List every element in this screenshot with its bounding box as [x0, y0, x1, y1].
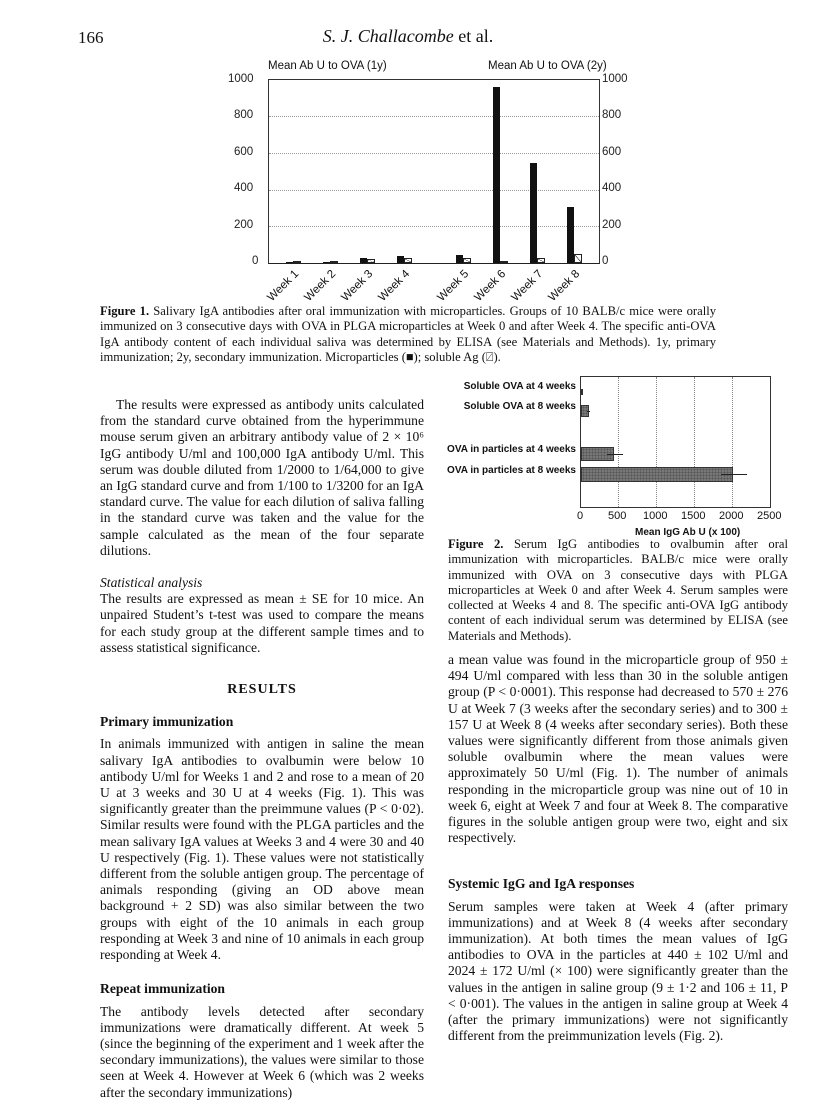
x-axis-label: Mean IgG Ab U (x 100): [635, 527, 741, 538]
repeat-immunization-heading: Repeat immunization: [100, 981, 225, 997]
y-tick-left: 400: [234, 182, 254, 194]
y-tick-right: 800: [602, 109, 622, 121]
bar-soluble-week-6: [500, 261, 508, 263]
x-tick-label: Week 1: [265, 268, 302, 304]
repeat-immunization-paragraph: The antibody levels detected after secondary immunizations were dramatically different. At week 5 (since the beginning of the experiment and 1 week after the secondary immunizations), the values were similar to those seen at Week 4. However at Week 6 (which was 2 weeks after the secondary immunizations): [100, 1003, 424, 1100]
figure-1-caption: [100, 304, 716, 365]
x-tick-label: Week 2: [302, 268, 339, 304]
gridline: [618, 377, 619, 507]
primary-immunization-paragraph: In animals immunized with antigen in saline the mean salivary IgA antibodies to ovalbumin were below 10 antibody U/ml for Weeks 1 and 2 and rose to a mean of 20 U at 3 weeks and 30 U at 4 weeks (Fig. 1). This was significantly greater than the preimmune values (P < 0·02). Similar results were found with the PLGA particles and the mean salivary IgA values at Weeks 3 and 4 were 30 and 40 U respectively (Fig. 1). These values were not statistically different from the soluble antigen group. The percentage of animals responding (giving an OD above mean background + 2 SD) was also similar between the two groups with eight of the 10 animals in each group responding at Week 3 and nine of 10 animals in each group responding at Week 4.: [100, 736, 424, 963]
gridline: [269, 190, 599, 191]
figure-2-label: Figure 2.: [448, 537, 504, 551]
figure-1-chart: [228, 60, 630, 304]
bar-microparticles-week-4: [397, 256, 404, 263]
x-tick-label: Week 8: [546, 268, 583, 304]
category-label: Soluble OVA at 4 weeks: [463, 381, 576, 392]
page-number: 166: [78, 28, 104, 47]
bar-soluble-week-1: [293, 261, 301, 263]
x-tick: 0: [577, 510, 584, 522]
error-bar: [587, 411, 590, 412]
figure-1-caption-text: Salivary IgA antibodies after oral immunization with microparticles. Groups of 10 BALB/c mice were orally immunized on 3 consecutive days with OVA in PLGA microparticles at Week 0 and after Week 4. The specific anti-OVA IgA antibody content of each individual saliva was determined by ELISA (see Materials and Methods). 1y, primary immunization; 2y, secondary immunization. Microparticles (■); soluble Ag (⍁).: [100, 304, 716, 364]
x-tick-label: Week 3: [339, 268, 376, 304]
gridline: [732, 377, 733, 507]
bar-microparticles-week-6: [493, 87, 500, 263]
error-bar: [721, 474, 747, 475]
results-heading: RESULTS: [227, 682, 297, 698]
bar-soluble-week-2: [330, 261, 338, 263]
category-label: OVA in particles at 8 weeks: [447, 465, 576, 476]
y-tick-right: 1000: [602, 73, 628, 85]
y-tick-right: 200: [602, 219, 622, 231]
y-tick-left: 1000: [228, 73, 254, 85]
y-tick-left: 800: [234, 109, 254, 121]
y-axis-label-left: Mean Ab U to OVA (1y): [268, 60, 387, 72]
y-tick-right: 600: [602, 146, 622, 158]
x-tick-label: Week 7: [509, 268, 546, 304]
y-tick-right: 0: [602, 255, 609, 267]
figure-2-chart: [447, 370, 798, 538]
running-head: [0, 26, 816, 47]
y-tick-left: 600: [234, 146, 254, 158]
x-tick: 500: [608, 510, 627, 522]
bar-particles-8-weeks: [581, 467, 733, 482]
figure-1-plot-area: [268, 79, 600, 264]
statistical-analysis-paragraph: The results are expressed as mean ± SE for 10 mice. An unpaired Student’s t-test was used to compare the means for each study group at the different sample times and to assess statistical significance.: [100, 591, 424, 655]
category-label: OVA in particles at 4 weeks: [447, 444, 576, 455]
x-tick: 2500: [757, 510, 782, 522]
figure-2-caption: [448, 537, 788, 644]
bar-microparticles-week-7: [530, 163, 537, 263]
bar-soluble-4-weeks: [581, 389, 583, 395]
bar-microparticles-week-8: [567, 207, 574, 263]
systemic-responses-paragraph: Serum samples were taken at Week 4 (after primary immunizations) and at Week 8 (4 weeks after secondary immunization). At both times the mean values of IgG antibodies to OVA in the particles at 440 ± 102 U/ml and 2024 ± 172 U/ml (× 100) were significantly greater than the values in the antigen in saline group (9 ± 1·2 and 106 ± 11, P < 0·001). The values in the antigen in saline group at Week 4 (after the primary immunizations) were not significantly different from the preimmunization levels (Fig. 2).: [448, 898, 788, 1044]
category-label: Soluble OVA at 8 weeks: [463, 401, 576, 412]
x-tick: 1000: [643, 510, 668, 522]
running-head-authors: S. J. Challacombe: [322, 26, 454, 46]
gridline: [656, 377, 657, 507]
bar-soluble-week-5: [463, 258, 471, 263]
x-tick-label: Week 4: [376, 268, 413, 304]
running-head-suffix: et al.: [453, 26, 494, 46]
repeat-immunization-continued: a mean value was found in the microparticle group of 950 ± 494 U/ml compared with less than 30 in the soluble antigen group (P < 0·0001). This response had decreased to 570 ± 276 U at Week 7 (3 weeks after the secondary series) and to 300 ± 157 U at Week 8 (4 weeks after secondary series). Both these values were significantly different from those animals given soluble ovalbumin where the mean values were approximately 50 U/ml (Fig. 1). The number of animals responding in the microparticle group was nine out of 10 in week 6, eight at Week 7 and four at Week 8. The comparative figures in the soluble antigen group were two, eight and six respectively.: [448, 652, 788, 846]
figure-2-caption-text: Serum IgG antibodies to ovalbumin after oral immunization with microparticles. BALB/c mice were orally immunized with OVA on 3 consecutive days with PLGA microparticles at Week 0 and after Week 4. Serum samples were collected at Weeks 4 and 8. The specific anti-OVA IgG antibody content of each individual serum was determined by ELISA (see Materials and Methods).: [448, 537, 788, 643]
y-axis-label-right: Mean Ab U to OVA (2y): [488, 60, 607, 72]
x-tick-label: Week 6: [472, 268, 509, 304]
bar-soluble-week-3: [367, 259, 375, 263]
bar-soluble-week-4: [404, 258, 412, 263]
bar-microparticles-week-1: [286, 262, 293, 263]
x-tick-label: Week 5: [435, 268, 472, 304]
primary-immunization-heading: Primary immunization: [100, 714, 234, 730]
gridline: [269, 116, 599, 117]
bar-soluble-week-7: [537, 258, 545, 263]
figure-1-label: Figure 1.: [100, 304, 150, 318]
gridline: [269, 153, 599, 154]
methods-paragraph: The results were expressed as antibody units calculated from the standard curve obtained from the hyperimmune mouse serum given an arbitrary antibody value of 2 × 10⁶ IgG antibody U/ml and 100,000 IgA antibody U/ml. This serum was double diluted from 1/2000 to 1/64,000 to give an IgG standard curve and from 1/100 to 1/3200 for an IgA standard curve. The value for each dilution of saliva falling in the standard curve was taken and the value for the sample calculated as the mean of the four separate dilutions.: [100, 397, 424, 558]
right-column: [448, 652, 788, 1044]
gridline: [269, 226, 599, 227]
systemic-responses-heading: Systemic IgG and IgA responses: [448, 876, 635, 892]
x-tick: 2000: [719, 510, 744, 522]
bar-microparticles-week-5: [456, 255, 463, 263]
figure-2-plot-area: [580, 376, 771, 508]
bar-soluble-week-8: [574, 254, 582, 263]
y-tick-left: 200: [234, 219, 254, 231]
y-tick-right: 400: [602, 182, 622, 194]
statistical-analysis-heading: Statistical analysis: [100, 575, 203, 591]
left-column: [100, 397, 424, 1101]
bar-microparticles-week-3: [360, 258, 367, 263]
y-tick-left: 0: [252, 255, 259, 267]
error-bar: [607, 454, 623, 455]
bar-microparticles-week-2: [323, 262, 330, 263]
x-tick: 1500: [681, 510, 706, 522]
gridline: [694, 377, 695, 507]
